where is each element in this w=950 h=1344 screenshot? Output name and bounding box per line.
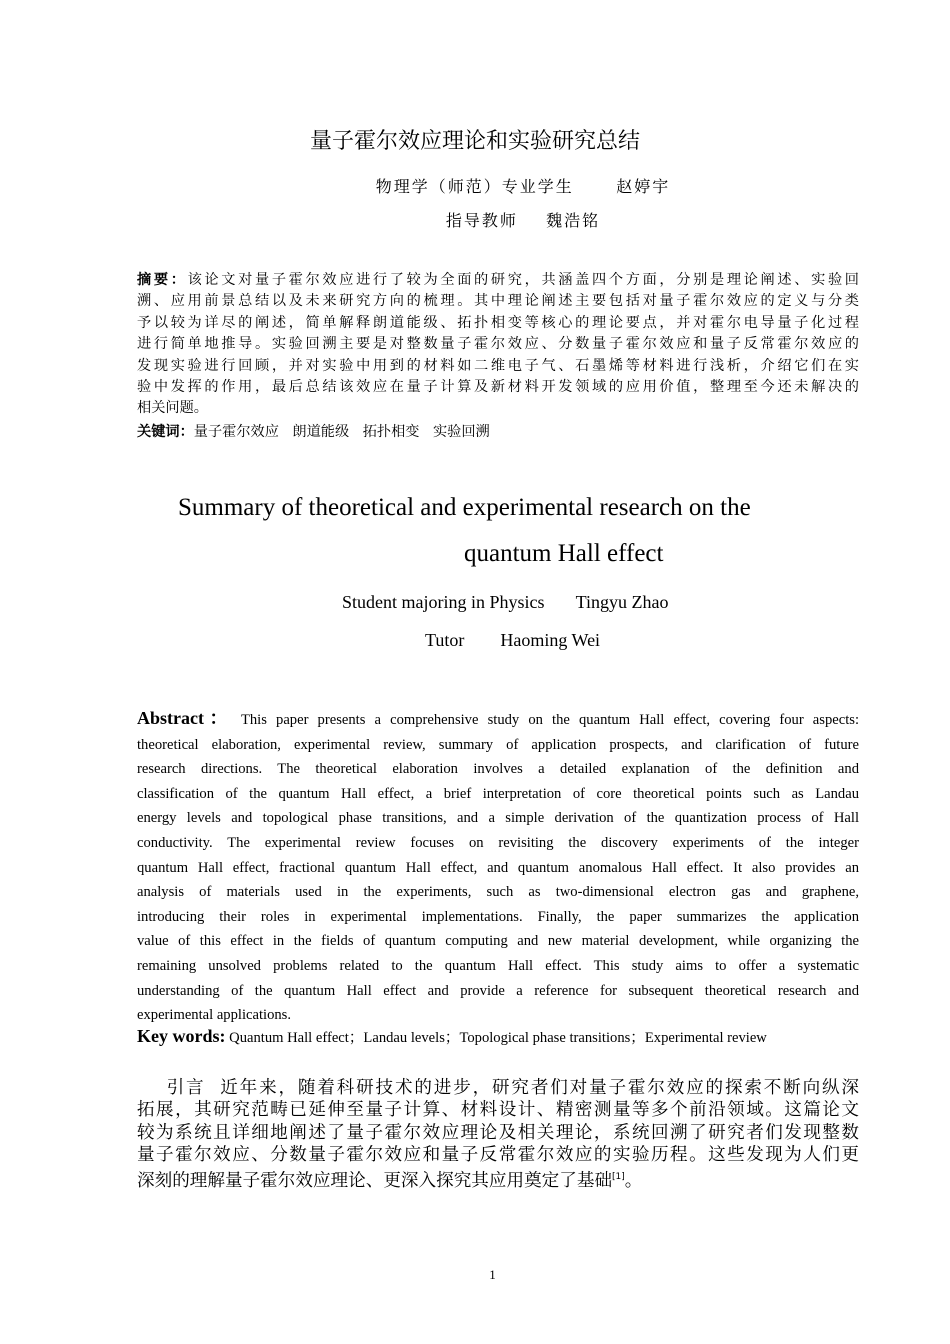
english-abstract-line (137, 757, 859, 782)
chinese-abstract-line-text: 验中发挥的作用，最后总结该效应在量子计算及新材料开发领域的应用价值，整理至今还未解决的 (137, 379, 859, 396)
intro-line (137, 1144, 859, 1166)
english-abstract-line-text: theoretical elaboration, experimental review, summary of application prospects, and clarification of future (137, 736, 859, 753)
chinese-abstract-line-text: 相关问题。 (137, 400, 208, 417)
intro-line (137, 1166, 859, 1192)
page-number: 1 (489, 1267, 496, 1282)
chinese-abstract-line (137, 356, 859, 377)
intro-line (137, 1099, 859, 1121)
english-keywords (137, 1026, 859, 1047)
intro-line-text: 深刻的理解量子霍尔效应理论、更深入探究其应用奠定了基础 (137, 1171, 613, 1192)
introduction-paragraph (137, 1077, 859, 1192)
english-abstract-line-text: This paper presents a comprehensive study on the quantum Hall effect, covering four aspects: (240, 712, 860, 728)
chinese-title: 量子霍尔效应理论和实验研究总结 (309, 129, 640, 154)
english-abstract-line (137, 706, 859, 733)
intro-end-punct: 。 (624, 1171, 643, 1192)
english-keywords-label: Key words: (137, 1026, 226, 1046)
english-abstract-line-text: conductivity. The experimental review focuses on revisiting the discovery experiments of the integer (137, 834, 859, 851)
chinese-keywords-text: 量子霍尔效应 朗道能级 拓扑相变 实验回溯 (193, 424, 490, 440)
intro-line (137, 1077, 859, 1099)
english-abstract-line-text: remaining unsolved problems related to the quantum Hall effect. This study aims to offer a systematic (137, 957, 859, 974)
english-abstract-line-text: analysis of materials used in the experiments, such as two-dimensional electron gas and graphene, (137, 884, 859, 901)
english-abstract-line-text: quantum Hall effect, fractional quantum Hall effect, and quantum anomalous Hall effect. It also provides an (137, 859, 859, 876)
english-abstract-line (137, 782, 859, 807)
english-abstract-line-text: value of this effect in the fields of quantum computing and new material development, while organizing the (137, 933, 859, 950)
english-abstract (137, 706, 859, 1028)
english-abstract-line (137, 1003, 859, 1028)
chinese-abstract-line (137, 334, 859, 355)
chinese-abstract-line (137, 291, 859, 312)
english-title-line-2: quantum Hall effect (464, 540, 664, 567)
chinese-abstract-line (137, 270, 859, 291)
english-abstract-line-text: research directions. The theoretical elaboration involves a detailed explanation of the definition and (137, 761, 859, 778)
english-abstract-line-label: Abstract： (137, 708, 233, 728)
english-abstract-line (137, 806, 859, 831)
english-abstract-line-text: introducing their roles in experimental implementations. Finally, the paper summarizes the application (137, 908, 859, 925)
english-abstract-line (137, 856, 859, 881)
english-abstract-line-text: understanding of the quantum Hall effect and provide a reference for subsequent theoretical research and (137, 982, 859, 999)
english-abstract-line (137, 905, 859, 930)
english-abstract-line (137, 979, 859, 1004)
chinese-abstract-line (137, 313, 859, 334)
chinese-abstract-line-text: 发现实验进行回顾，并对实验中用到的材料如二维电子气、石墨烯等材料进行浅析，介绍它们在实 (137, 357, 859, 374)
chinese-abstract-line-label: 摘要： (137, 272, 188, 288)
chinese-tutor-line: 指导教师 魏浩铭 (445, 211, 601, 230)
english-keywords-text: Quantum Hall effect；Landau levels；Topological phase transitions；Experimental review (225, 1030, 767, 1046)
citation-marker: [1] (612, 1172, 625, 1183)
chinese-abstract-line-text: 该论文对量子霍尔效应进行了较为全面的研究，共涵盖四个方面，分别是理论阐述、实验回 (187, 272, 859, 288)
english-title-line-1: Summary of theoretical and experimental research on the (178, 494, 751, 521)
chinese-abstract-line (137, 398, 859, 419)
chinese-author-line: 物理学（师范）专业学生 赵婷宇 (375, 177, 671, 196)
intro-line-text: 较为系统且详细地阐述了量子霍尔效应理论及相关理论，系统回溯了研究者们发现整数 (137, 1122, 859, 1143)
english-abstract-line (137, 929, 859, 954)
chinese-abstract-line-text: 予以较为详尽的阐述，简单解释朗道能级、拓扑相变等核心的理论要点，并对霍尔电导量子化过程 (137, 314, 859, 331)
english-abstract-line (137, 880, 859, 905)
english-abstract-line-text: experimental applications. (137, 1007, 291, 1024)
english-abstract-line (137, 954, 859, 979)
english-abstract-line-text: energy levels and topological phase transitions, and a simple derivation of the quantization process of Hall (137, 810, 859, 827)
english-author-line: Student majoring in Physics Tingyu Zhao (342, 592, 669, 612)
intro-line-text: 引言 近年来，随着科研技术的进步，研究者们对量子霍尔效应的探索不断向纵深 (137, 1078, 859, 1098)
chinese-keywords (137, 421, 859, 441)
chinese-abstract (137, 270, 859, 420)
intro-line-text: 拓展，其研究范畴已延伸至量子计算、材料设计、精密测量等多个前沿领域。这篇论文 (137, 1100, 859, 1121)
intro-line (137, 1122, 859, 1144)
chinese-abstract-line (137, 377, 859, 398)
english-abstract-line (137, 831, 859, 856)
chinese-keywords-label: 关键词： (137, 424, 194, 440)
english-tutor-line: Tutor Haoming Wei (425, 630, 601, 650)
chinese-abstract-line-text: 溯、应用前景总结以及未来研究方向的梳理。其中理论阐述主要包括对量子霍尔效应的定义与分类 (137, 293, 859, 310)
chinese-abstract-line-text: 进行简单地推导。实验回溯主要是对整数量子霍尔效应、分数量子霍尔效应和量子反常霍尔效应的 (137, 336, 859, 353)
english-abstract-line-text: classification of the quantum Hall effect, a brief interpretation of core theoretical points such as Landau (137, 785, 859, 802)
english-abstract-line (137, 733, 859, 758)
intro-line-text: 量子霍尔效应、分数量子霍尔效应和量子反常霍尔效应的实验历程。这些发现为人们更 (137, 1144, 859, 1165)
